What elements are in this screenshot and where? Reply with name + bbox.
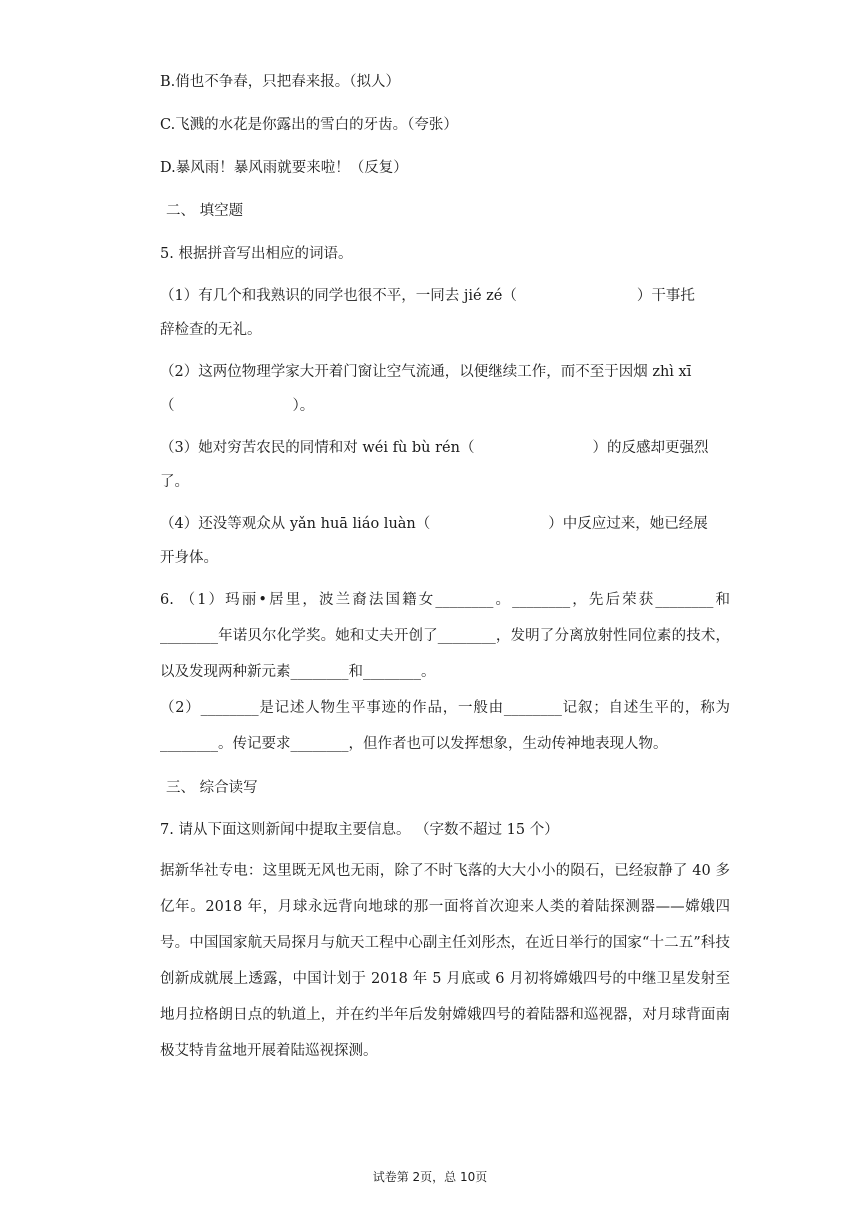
option-c: C.飞溅的水花是你露出的雪白的牙齿。（夸张） <box>160 117 458 133</box>
section-title-reading-writing: 三、 综合读写 <box>166 780 258 796</box>
q5-item2-text-b: （ <box>160 398 175 414</box>
page-footer: 试卷第 2页，总 10页 <box>372 1170 488 1184</box>
q5-item4-line1 <box>160 514 708 534</box>
question-7-stem: 7. 请从下面这则新闻中提取主要信息。 （字数不超过 15 个） <box>160 822 559 838</box>
option-d: D.暴风雨！暴风雨就要来啦！（反复） <box>160 160 408 176</box>
q5-item4-line2: 开身体。 <box>160 550 218 566</box>
q5-item2-line1: （2）这两位物理学家大开着门窗让空气流通，以便继续工作，而不至于因烟 zhì xī <box>160 364 692 380</box>
q5-item3-text-b: ）的反感却更强烈 <box>592 440 709 456</box>
q5-item1-line2: 辞检查的无礼。 <box>160 322 262 338</box>
q5-item3-line2: 了。 <box>160 474 189 490</box>
q5-item3-text-a: （3）她对穷苦农民的同情和对 wéi fù bù rén（ <box>160 440 475 456</box>
q5-item3-line1 <box>160 438 708 458</box>
option-b: B.俏也不争春，只把春来报。（拟人） <box>160 74 401 90</box>
question-7-passage: 据新华社专电：这里既无风也无雨，除了不时飞落的大大小小的陨石，已经寂静了 40 多亿年。2018 年，月球永远背向地球的那一面将首次迎来人类的着陆探测器——嫦娥四号。中国国家航天局探月与航天工程中心副主任刘彤杰，在近日举行的国家“十二五”科技创新成就展上透露，中国计划于 2018 年 5 月底或 6 月初将嫦娥四号的中继卫星发射至地月拉格朗日点的轨道上，并在约半年后发射嫦娥四号的着陆器和巡视器，对月球背面南极艾特肯盆地开展着陆巡视探测。 <box>160 863 730 1059</box>
question-5-stem: 5. 根据拼音写出相应的词语。 <box>160 246 353 262</box>
q5-item1-text-b: ）干事托 <box>636 288 695 304</box>
q5-item2-line2 <box>160 396 314 416</box>
question-6-part2: （2）________是记述人物生平事迹的作品，一般由________记叙；自述生平的，称为________。传记要求________，但作者也可以发挥想象，生动传神地表现人物。 <box>160 700 730 752</box>
q5-item2-text-c: ）。 <box>292 398 315 414</box>
q5-item4-text-b: ）中反应过来，她已经展 <box>548 516 708 532</box>
section-title-fill-in: 二、 填空题 <box>166 203 244 219</box>
question-6-part1: 6. （1）玛丽•居里，波兰裔法国籍女________。________，先后荣获________和________年诺贝尔化学奖。她和丈夫开创了________，发明了分离放射性同位素的技术，以及发现两种新元素________和________。 <box>160 592 730 680</box>
q5-item1-text-a: （1）有几个和我熟识的同学也很不平，一同去 jié zé（ <box>160 288 517 304</box>
q5-item1-line1 <box>160 286 695 306</box>
q5-item4-text-a: （4）还没等观众从 yǎn huā liáo luàn（ <box>160 516 431 532</box>
